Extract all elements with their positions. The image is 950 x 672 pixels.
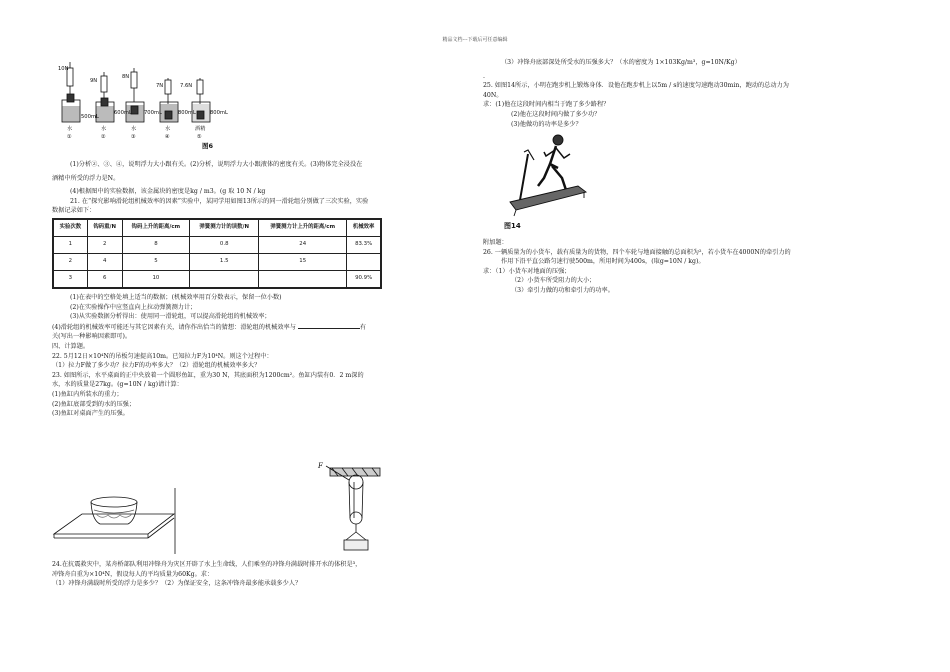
q23-sub3: (3)鱼缸对桌面产生的压强。	[52, 410, 129, 418]
fig6-num-3: ③	[131, 134, 136, 140]
table-cell: 5	[122, 253, 190, 270]
figure-6-beakers	[52, 60, 228, 150]
answer-blank	[298, 322, 360, 329]
fig6-force-3: 8N	[122, 74, 130, 80]
table-header: 钩码重/N	[87, 219, 122, 237]
q23-line1: 23. 如图所示，水平桌面的正中央放着一个圆形鱼缸，重为30 N，其底面积为1200cm²。鱼缸内装有0．2 m深的	[52, 371, 364, 379]
table-cell: 90.9%	[347, 270, 381, 288]
table-cell	[190, 270, 259, 288]
fig6-force-4: 7N	[156, 83, 164, 89]
q25-line2: 40N。	[483, 91, 503, 99]
q23-sub1: (1)鱼缸内所装水的重力；	[52, 390, 123, 398]
table-cell: 83.3%	[347, 236, 381, 253]
right-column-bottom	[483, 238, 913, 296]
fig6-liquid-1: 水	[67, 126, 73, 132]
fig6-num-4: ④	[165, 134, 170, 140]
q25-sub1: 求：(1)他在这段时间内相当于跑了多少路程？	[483, 101, 610, 109]
fig6-caption: 图6	[202, 142, 214, 150]
fig6-volume-3: 700mL	[144, 110, 162, 116]
q21-sub4-end: 有	[359, 323, 367, 331]
figure-14-treadmill	[500, 130, 590, 230]
table-cell: 1.5	[190, 253, 259, 270]
right-column	[483, 58, 913, 129]
left-column	[52, 160, 472, 419]
table-cell: 2	[87, 236, 122, 253]
fig6-liquid-2: 水	[101, 126, 107, 132]
q21-sub5: 关(写出一种影响因素即可)。	[52, 333, 132, 341]
q26-line1: 26. 一辆质量为的小货车，载有质量为的货物，四个车轮与地面接触的总面积为²，若小货车在4000N的牵引力的	[483, 248, 791, 256]
left-column-bottom	[52, 560, 472, 589]
fig6-volume-2: 600mL	[114, 110, 132, 116]
stray-dot: .	[483, 72, 485, 80]
table-cell: 3	[53, 270, 87, 288]
fig6-num-1: ①	[67, 134, 72, 140]
q26-sub1: 求：（1）小货车对地面的压强；	[483, 267, 571, 275]
table-header: 弹簧测力计上升的距离/cm	[259, 219, 347, 237]
q24-sub3: （3）冲锋舟底部深处所受水的压强多大？（水的密度为 1×103Kg/m³，g=10N/Kg）	[501, 59, 741, 66]
table-cell: 10	[122, 270, 190, 288]
fig6-volume-5: 800mL	[210, 110, 228, 116]
q25-sub2: (2)他在这段时间内做了多少功？	[511, 110, 601, 118]
q21-sub1: (1)在表中的空格处填上适当的数据；(机械效率用百分数表示，保留一位小数)	[70, 293, 282, 301]
fig6-liquid-3: 水	[131, 126, 137, 132]
q20-line1: (1)分析②、③、④，说明浮力大小跟有关。(2)分析，说明浮力大小跟液体的密度有关。(3)物体完全浸没在	[70, 161, 363, 168]
fig6-num-5: ⑤	[197, 134, 202, 140]
table-cell	[347, 253, 381, 270]
q21-line2: 数据记录如下：	[52, 207, 96, 215]
table-cell: 8	[122, 236, 190, 253]
q26-sub2: （2）小货车所受阻力的大小；	[511, 277, 596, 285]
table-cell: 4	[87, 253, 122, 270]
table-cell: 2	[53, 253, 87, 270]
table-row	[53, 270, 381, 288]
fig14-caption: 图14	[504, 222, 521, 230]
table-header: 实验次数	[53, 219, 87, 237]
q23-sub2: (2)鱼缸底部受到的水的压强；	[52, 400, 136, 408]
q21-sub4	[52, 322, 472, 333]
pulley-figure	[312, 460, 392, 558]
experiment-table	[52, 218, 382, 289]
table-header: 机械效率	[347, 219, 381, 237]
q26-line2: 作用下沿平直公路匀速行驶500m，所用时间为400s，(取g=10N / kg)。	[501, 258, 705, 266]
fig6-num-2: ②	[101, 134, 106, 140]
table-header-row	[53, 219, 381, 237]
q21-sub2: (2)在实验操作中应竖直向上拉动弹簧测力计；	[70, 303, 197, 311]
fig6-volume-4: 800mL	[178, 110, 196, 116]
fish-tank-figure	[52, 486, 178, 556]
table-row	[53, 236, 381, 253]
q21-sub4-text: (4)滑轮组的机械效率可能还与其它因素有关，请你作出恰当的猜想：滑轮组的机械效率与	[52, 323, 296, 331]
q26-sub3: （3）牵引力做的功和牵引力的功率。	[511, 286, 614, 294]
section-4-heading: 四、计算题。	[52, 342, 90, 350]
q24-line1: 24.在抗震救灾中，某舟桥部队利用冲锋舟为灾区开辟了水上生命线，人们乘坐的冲锋舟满载时排开水的体积是³，	[52, 561, 362, 568]
q21-line1: 21. 在“探究影响滑轮组机械效率的因素”实验中，某同学用如图13所示的同一滑轮组分别做了三次实验，实验	[70, 197, 369, 205]
fig6-volume-1: 500mL	[81, 114, 99, 120]
q22-line2: （1）拉力F做了多少功？拉力F的功率多大？（2）滑轮组的机械效率多大？	[52, 362, 261, 370]
fig6-force-1: 10N	[58, 66, 69, 72]
table-cell: 1	[53, 236, 87, 253]
q25-line1: 25. 如图14所示，小明在跑步机上锻炼身体．设他在跑步机上以5m / s的速度匀速跑动30min，跑动的总动力为	[483, 82, 789, 90]
q20-line3: (4)根据图中的实验数据，该金属块的密度是kg / m3。(g 取 10 N / kg	[70, 188, 266, 196]
table-cell: 6	[87, 270, 122, 288]
q23-line2: 水，水的质量是27kg。(g=10N / kg)请计算：	[52, 381, 183, 389]
q24-line2: 冲锋舟自重为×10⁴N，假设每人的平均质量为60Kg。求：	[52, 570, 214, 578]
q22-line1: 22. 5月12日×10⁴N的吊板匀速提高10m。已知拉力F为10⁴N。则这个过程中：	[52, 352, 273, 360]
q20-line2: 酒精中所受的浮力是N。	[52, 174, 120, 182]
fig6-liquid-4: 水	[165, 126, 171, 132]
bonus-heading: 附加题：	[483, 239, 508, 246]
pulley-force-label: F	[318, 462, 323, 470]
q24-line3: （1）冲锋舟满载时所受的浮力是多少？（2）为保证安全，这条冲锋舟最多能承载多少人？	[52, 580, 302, 588]
fig6-force-5: 7.6N	[180, 83, 193, 89]
table-cell	[259, 270, 347, 288]
q25-sub3: (3)他做功的功率是多少？	[511, 120, 582, 128]
fig6-force-2: 9N	[90, 78, 98, 84]
q21-sub3: (3)从实验数据分析得出：使用同一滑轮组，可以提高滑轮组的机械效率；	[70, 313, 271, 321]
table-header: 弹簧测力计的读数/N	[190, 219, 259, 237]
fig6-liquid-5: 酒精	[195, 126, 206, 132]
page-header: 精品文档---下载后可任意编辑	[442, 37, 508, 43]
table-cell: 0.8	[190, 236, 259, 253]
table-cell: 24	[259, 236, 347, 253]
table-cell: 15	[259, 253, 347, 270]
table-header: 钩码上升的距离/cm	[122, 219, 190, 237]
table-row	[53, 253, 381, 270]
